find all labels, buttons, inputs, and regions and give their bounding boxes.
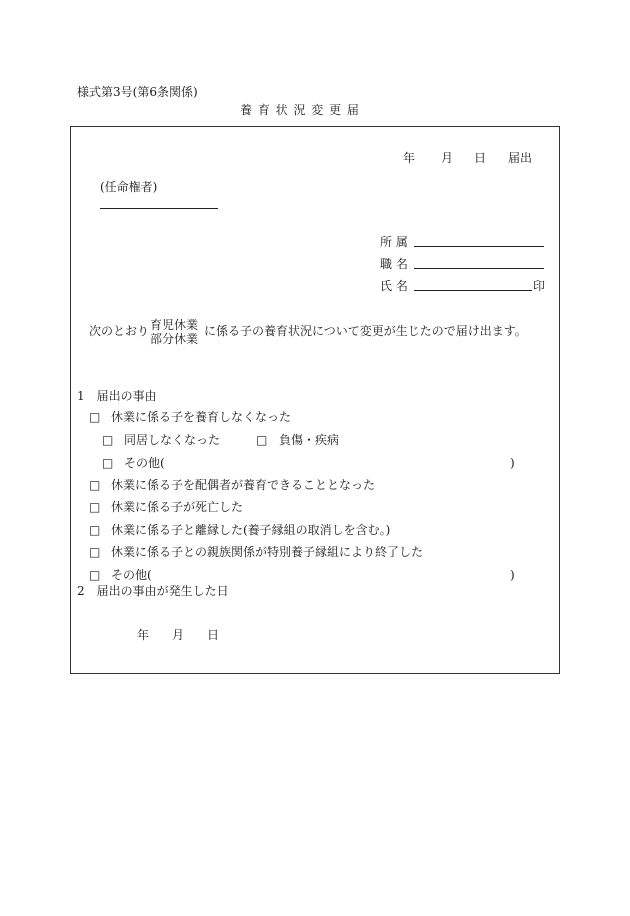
sub1-label: 同居しなくなった <box>124 433 221 447</box>
item3-label: 休業に係る子が死亡した <box>111 500 244 514</box>
item6-label: その他( <box>111 568 152 582</box>
date-submitted: 届出 <box>508 151 533 165</box>
sub3-close-paren: ) <box>510 456 515 470</box>
leave-type-options <box>150 318 198 346</box>
occurrence-day: 日 <box>207 628 220 642</box>
option-childcare-leave: 育児休業 <box>150 318 199 332</box>
item1-label: 休業に係る子を養育しなくなった <box>111 410 292 424</box>
form-reference: 様式第3号(第6条関係) <box>77 85 198 99</box>
checkbox-sub3[interactable]: □ <box>102 456 114 470</box>
addressee-label: (任命権者) <box>100 180 158 194</box>
name-line[interactable] <box>414 290 532 291</box>
item4-label: 休業に係る子と離縁した(養子縁組の取消しを含む。) <box>111 523 391 537</box>
dept-label: 所 属 <box>380 235 408 249</box>
seal-mark: 印 <box>533 279 546 293</box>
checkbox-item2[interactable]: □ <box>89 478 101 492</box>
checkbox-sub1[interactable]: □ <box>102 433 114 447</box>
statement-prefix: 次のとおり <box>89 324 150 338</box>
checkbox-item5[interactable]: □ <box>89 545 101 559</box>
name-label: 氏 名 <box>380 279 408 293</box>
dept-line[interactable] <box>414 246 544 247</box>
checkbox-item3[interactable]: □ <box>89 500 101 514</box>
statement-suffix: に係る子の養育状況について変更が生じたので届け出ます。 <box>204 324 527 338</box>
sub3-label: その他( <box>124 456 165 470</box>
occurrence-month: 月 <box>172 628 185 642</box>
date-year: 年 <box>403 151 416 165</box>
post-line[interactable] <box>414 268 544 269</box>
date-day: 日 <box>474 151 487 165</box>
checkbox-item6[interactable]: □ <box>89 568 101 582</box>
sub2-label: 負傷・疾病 <box>279 433 340 447</box>
section2-heading: 2 届出の事由が発生した日 <box>77 584 229 598</box>
date-month: 月 <box>441 151 454 165</box>
addressee-line <box>100 208 218 209</box>
checkbox-sub2[interactable]: □ <box>256 433 268 447</box>
item5-label: 休業に係る子との親族関係が特別養子縁組により終了した <box>111 545 424 559</box>
post-label: 職 名 <box>380 257 408 271</box>
item2-label: 休業に係る子を配偶者が養育できることとなった <box>111 478 376 492</box>
item6-close-paren: ) <box>510 568 515 582</box>
occurrence-year: 年 <box>137 628 150 642</box>
checkbox-item4[interactable]: □ <box>89 523 101 537</box>
document-title: 養 育 状 況 変 更 届 <box>240 103 360 117</box>
checkbox-item1[interactable]: □ <box>89 410 101 424</box>
option-partial-leave: 部分休業 <box>150 332 199 346</box>
section1-heading: 1 届出の事由 <box>77 389 157 403</box>
